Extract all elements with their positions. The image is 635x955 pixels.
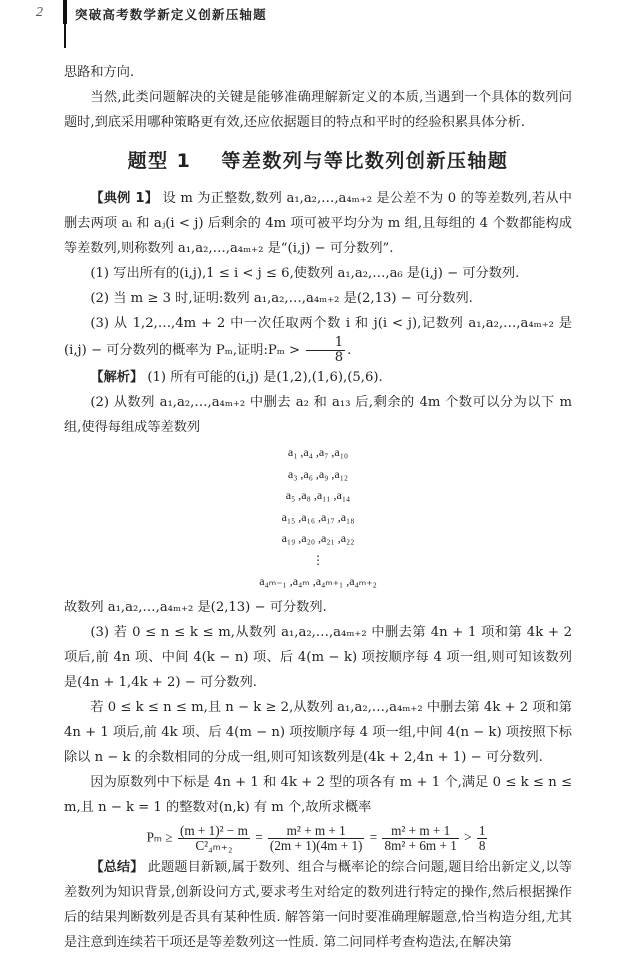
section-title — [64, 149, 572, 174]
formula-fraction-2: $\frac{\text{m² + m + 1}}{(2m + 1)(4m + 1)}$ — [269, 822, 363, 853]
example-stem — [64, 186, 572, 261]
question-3: (3) 从 1,2,…,4m + 2 中一次任取两个数 i 和 j(i < j),记数列 a₁,a₂,…,a₄ₘ₊₂ 是(i,j) − 可分数列的概率为 Pₘ,证明:Pₘ > $\frac{1}{8}$ . — [64, 316, 572, 365]
solution-part-3c: 因为原数列中下标是 4n + 1 和 4k + 2 型的项各有 m + 1 个,满足 0 ≤ k ≤ n ≤ m,且 n − k = 1 的整数对(n,k) 有 m 个,故所求概率 — [64, 774, 572, 815]
solution-tag: 【解析】 — [90, 370, 144, 385]
solution-part-3b: 若 0 ≤ k ≤ n ≤ m,且 n − k ≥ 2,从数列 a₁,a₂,…,a₄ₘ₊₂ 中删去第 4k + 2 项和第 4n + 1 项后,前 4k 项、后 4(m − n) 项按顺序每 4 项一组,中间 4(n − k) 项按照下标除以 n − k 的余数相同的分成一组,则可知该数列是(4k + 2,4n + 1) − 可分数列. — [64, 699, 572, 765]
summary-tag: 【总结】 — [90, 859, 144, 875]
question-1: (1) 写出所有的(i,j),1 ≤ i < j ≤ 6,使数列 a₁,a₂,…,a₆ 是(i,j) − 可分数列. — [90, 266, 520, 281]
group-row: a₁₉ ,a₂₀ ,a₂₁ ,a₂₂ — [281, 531, 355, 545]
example-tag: 【典例 1】 — [90, 191, 159, 206]
solution-part-1 — [64, 365, 572, 390]
summary-paragraph — [64, 855, 572, 955]
solution-2-conclusion: 故数列 a₁,a₂,…,a₄ₘ₊₂ 是(2,13) − 可分数列. — [64, 599, 327, 615]
group-row: a₃ ,a₆ ,a₉ ,a₁₂ — [287, 466, 349, 481]
page-number: 2 — [36, 5, 43, 20]
group-list — [64, 442, 572, 593]
equals-sign: = — [369, 829, 378, 845]
intro-paragraph: 当然,此类问题解决的关键是能够准确理解新定义的本质,当遇到一个具体的数列问题时,到底采用哪种策略更有效,还应依据题目的特点和平时的经验积累具体分析. — [64, 90, 572, 130]
group-row: a₄ₘ₋₁ ,a₄ₘ ,a₄ₘ₊₁ ,a₄ₘ₊₂ — [259, 574, 377, 588]
fraction-one-eighth: $\frac{1}{8}$ — [306, 336, 345, 365]
section-label: 题型 1 — [127, 150, 192, 172]
page-body — [64, 60, 572, 955]
solution-1-text: (1) 所有可能的(i,j) 是(1,2),(1,6),(5,6). — [147, 370, 383, 385]
example-stem-text: 设 m 为正整数,数列 a₁,a₂,…,a₄ₘ₊₂ 是公差不为 0 的等差数列,若从中删去两项 aᵢ 和 aⱼ(i < j) 后剩余的 4m 项可被平均分为 m 组,且每组的 4 个数都能构成等差数列,则称数列 a₁,a₂,…,a₄ₘ₊₂ 是“(i,j) − 可分数列”. — [64, 191, 572, 256]
group-row: a₅ ,a₈ ,a₁₁ ,a₁₄ — [285, 488, 351, 502]
question-2: (2) 当 m ≥ 3 时,证明:数列 a₁,a₂,…,a₄ₘ₊₂ 是(2,13) − 可分数列. — [90, 291, 473, 306]
formula-fraction-1: $\frac{\text{(m + 1)² − m}}{\text{C²₄ₘ₊₂}}$ — [179, 822, 248, 853]
group-row: a₁ ,a₄ ,a₇ ,a₁₀ — [287, 445, 349, 459]
probability-formula — [64, 824, 572, 853]
formula-fraction-3: $\frac{\text{m² + m + 1}}{\text{8m² + 6m + 1}}$ — [384, 822, 457, 853]
greater-than-sign: > — [464, 829, 472, 845]
running-title: 突破高考数学新定义创新压轴题 — [75, 7, 267, 22]
formula-lhs: Pₘ ≥ — [146, 829, 173, 845]
question-3-text: (3) 从 1,2,…,4m + 2 中一次任取两个数 i 和 j(i < j),记数列 a₁,a₂,…,a₄ₘ₊₂ 是(i,j) − 可分数列的概率为 Pₘ,证明:Pₘ > — [64, 316, 572, 358]
formula-fraction-4: $\frac{1}{8}$ — [478, 822, 486, 853]
page-header — [0, 0, 635, 50]
header-rule-thin — [64, 22, 66, 48]
solution-part-3a: (3) 若 0 ≤ n ≤ k ≤ m,从数列 a₁,a₂,…,a₄ₘ₊₂ 中删去第 4n + 1 项和第 4k + 2 项后,前 4n 项、中间 4(k − n) 项、后 4(m − k) 项按顺序每 4 项一组,则可知该数列是(4n + 1,4k + 2) − 可分数列. — [64, 624, 572, 690]
solution-part-2: (2) 从数列 a₁,a₂,…,a₄ₘ₊₂ 中删去 a₂ 和 a₁₃ 后,剩余的 4m 个数可以分为以下 m 组,使得每组成等差数列 — [64, 395, 572, 435]
header-rule-thick — [63, 0, 67, 24]
group-row: a₁₅ ,a₁₆ ,a₁₇ ,a₁₈ — [281, 509, 355, 524]
vertical-ellipsis: ⋮ — [312, 552, 324, 567]
summary-text: 此题题目新颖,属于数列、组合与概率论的综合问题,题目给出新定义,以等差数列为知识背景,创新设问方式,要求考生对给定的数列进行特定的操作,然后根据操作后的结果判断数列是否具有某种性质. 解答第一问时要准确理解题意,恰当构造分组,尤其是注意到连续若干项还是等差数列这一性质. 第二问同样考查构造法,在解决第 — [64, 859, 572, 950]
intro-line: 思路和方向. — [64, 65, 135, 80]
equals-sign: = — [255, 829, 263, 845]
section-heading: 等差数列与等比数列创新压轴题 — [221, 150, 509, 172]
